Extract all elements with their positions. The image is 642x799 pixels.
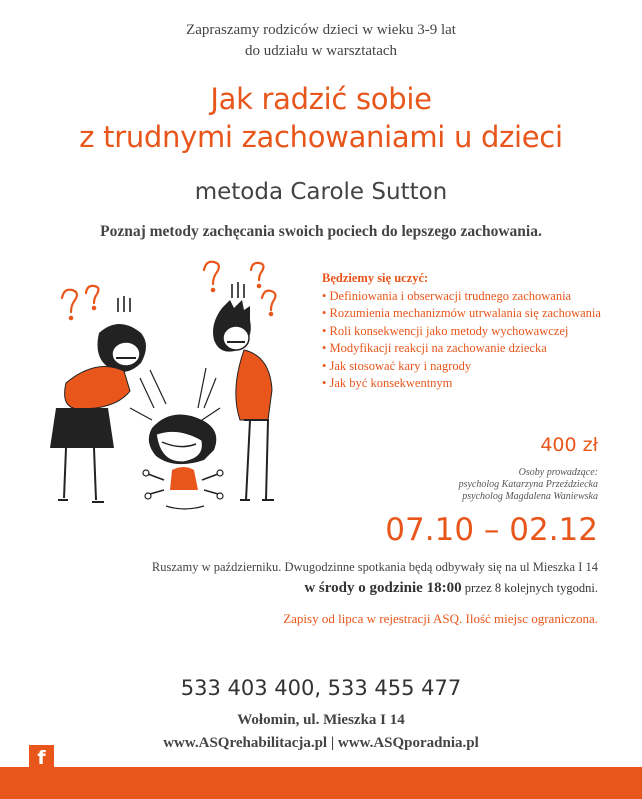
learning-item: • Definiowania i obserwacji trudnego zachowania xyxy=(322,288,612,306)
leader-name: psycholog Magdalena Waniewska xyxy=(462,491,598,502)
shout-lines xyxy=(130,368,220,420)
page-title xyxy=(0,80,642,156)
signup-note: Zapisy od lipca w rejestracji ASQ. Ilość miejsc ograniczona. xyxy=(283,611,598,626)
left-parent xyxy=(50,324,146,502)
subtitle: metoda Carole Sutton xyxy=(194,179,448,205)
facebook-glyph: f xyxy=(37,747,46,769)
website-link[interactable]: www.ASQporadnia.pl xyxy=(337,735,479,751)
leaders-label: Osoby prowadzące: xyxy=(518,467,598,478)
learning-item: • Jak być konsekwentnym xyxy=(322,375,612,393)
website-link[interactable]: www.ASQrehabilitacja.pl xyxy=(163,735,328,751)
website-separator: | xyxy=(327,735,338,751)
date-range: 07.10 – 02.12 xyxy=(385,512,598,548)
facebook-icon[interactable] xyxy=(29,745,54,770)
title-line-1: Jak radzić sobie xyxy=(210,82,432,116)
tagline: Poznaj metody zachęcania swoich pociech do lepszego zachowania. xyxy=(100,223,542,240)
family-illustration xyxy=(44,258,314,528)
websites xyxy=(0,735,642,752)
leader-name: psycholog Katarzyna Przeździecka xyxy=(458,479,598,490)
schedule-extra: przez 8 kolejnych tygodni. xyxy=(461,581,598,595)
learning-list xyxy=(322,288,612,393)
title-line-2: z trudnymi zachowaniami u dzieci xyxy=(79,120,563,154)
learning-item: • Modyfikacji reakcji na zachowanie dziecka xyxy=(322,340,612,358)
schedule xyxy=(304,580,598,597)
right-parent xyxy=(213,300,274,500)
schedule-main: w środy o godzinie 18:00 xyxy=(304,580,462,596)
learning-item: • Rozumienia mechanizmów utrwalania się zachowania xyxy=(322,305,612,323)
leaders xyxy=(338,467,598,503)
intro-line-2: do udziału w warsztatach xyxy=(244,43,398,59)
screaming-child xyxy=(143,415,223,509)
learning-item: • Jak stosować kary i nagrody xyxy=(322,358,612,376)
intro-text xyxy=(0,20,642,62)
price: 400 zł xyxy=(540,434,598,456)
learning-section xyxy=(322,270,612,393)
start-info: Ruszamy w październiku. Dwugodzinne spotkania będą odbywały się na ul Mieszka I 14 xyxy=(151,560,598,574)
footer-bar xyxy=(0,767,642,799)
intro-line-1: Zapraszamy rodziców dzieci w wieku 3-9 lat xyxy=(186,22,456,38)
learning-item: • Roli konsekwencji jako metody wychowawczej xyxy=(322,323,612,341)
address: Wołomin, ul. Mieszka I 14 xyxy=(237,712,405,728)
phone-numbers: 533 403 400, 533 455 477 xyxy=(180,676,462,700)
learning-heading: Będziemy się uczyć: xyxy=(322,271,429,285)
